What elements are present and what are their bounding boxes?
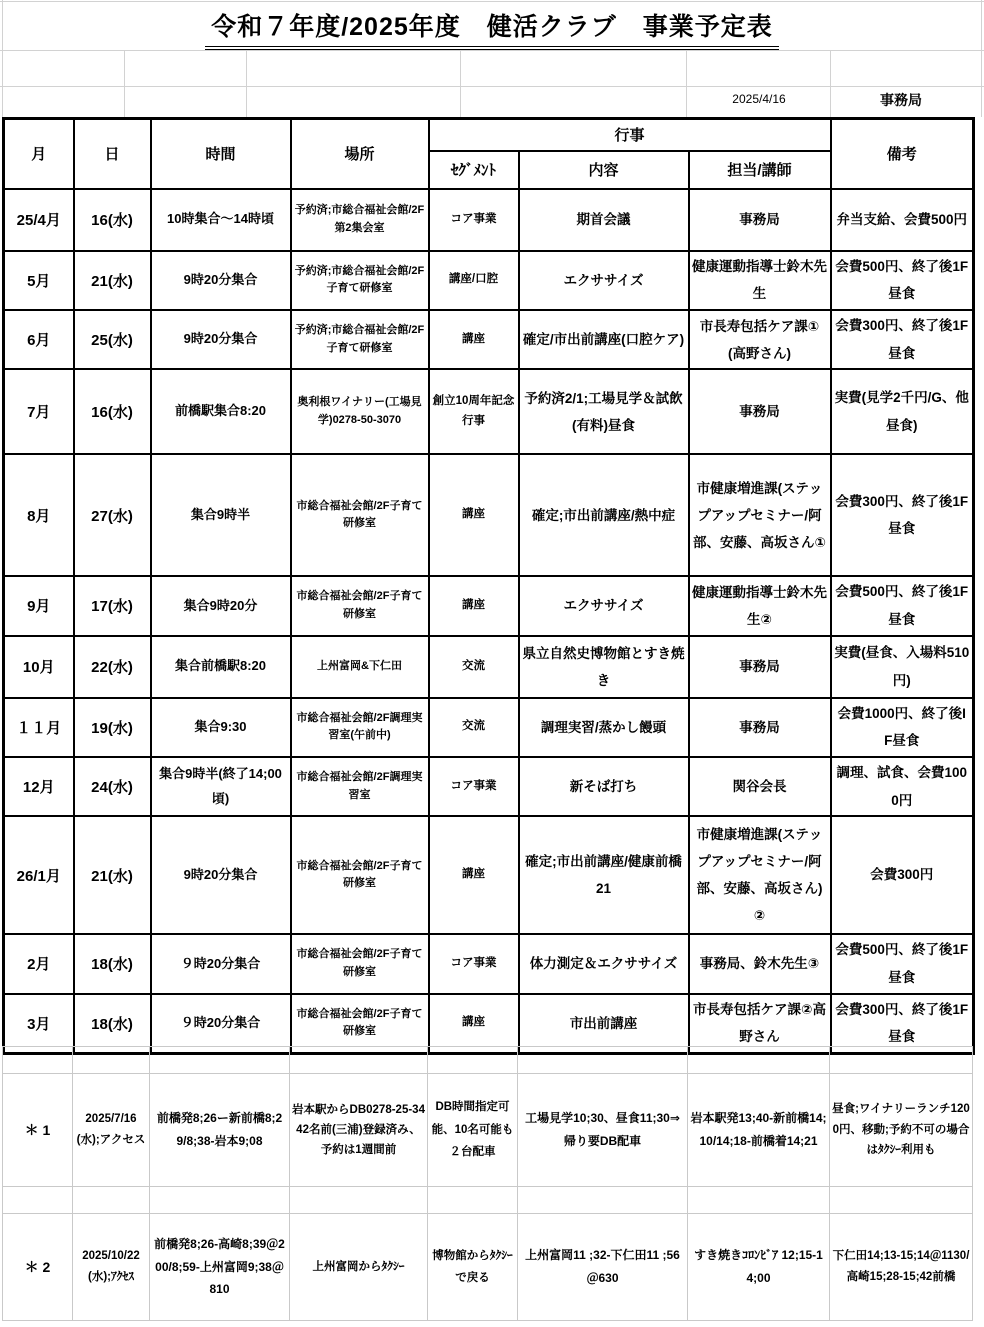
- cell-staff: 事務局: [689, 189, 831, 251]
- schedule-row: [4, 698, 974, 757]
- cell-staff: 事務局: [689, 369, 831, 454]
- cell-content: 市出前講座: [519, 994, 689, 1054]
- spacer-row: [3, 1047, 973, 1074]
- cell-segment: 講座/口腔: [429, 251, 519, 310]
- cell-month: 5月: [4, 251, 74, 310]
- cell-segment: コア事業: [429, 757, 519, 816]
- cell-remarks: 弁当支給、会費500円: [831, 189, 974, 251]
- cell-place: 市総合福祉会館/2F子育て研修室: [291, 994, 429, 1054]
- schedule-row: [4, 310, 974, 369]
- cell-remarks: 会費300円: [831, 816, 974, 934]
- cell-remarks: 会費500円、終了後1F昼食: [831, 251, 974, 310]
- footnote-label: ＊ 1: [3, 1074, 73, 1187]
- cell-segment: 講座: [429, 816, 519, 934]
- cell-staff: 市健康増進課(ステップアップセミナー/阿部、安藤、高坂さん)②: [689, 816, 831, 934]
- schedule-row: [4, 369, 974, 454]
- cell-content: 予約済2/1;工場見学＆試飲(有料)昼食: [519, 369, 689, 454]
- cell-time: 9時20分集合: [151, 310, 291, 369]
- cell-time: ９時20分集合: [151, 994, 291, 1054]
- schedule-row: [4, 934, 974, 993]
- footnote-time: 前橋発8;26-高崎8;39＠200/8;59-上州富岡9;38＠810: [150, 1214, 290, 1321]
- cell-content: 調理実習/蒸かし饅頭: [519, 698, 689, 757]
- schedule-row: [4, 251, 974, 310]
- cell-time: 前橋駅集合8:20: [151, 369, 291, 454]
- cell-remarks: 実費(見学2千円/G、他昼食): [831, 369, 974, 454]
- cell-content: 確定;市出前講座/熱中症: [519, 454, 689, 576]
- cell-day: 21(水): [74, 251, 151, 310]
- cell-time: 集合前橋駅8:20: [151, 636, 291, 698]
- cell-place: 市総合福祉会館/2F子育て研修室: [291, 454, 429, 576]
- schedule-table: [2, 117, 975, 1055]
- cell-time: 9時20分集合: [151, 251, 291, 310]
- schedule-row: [4, 636, 974, 698]
- col-header-day: 日: [74, 119, 151, 189]
- cell-place: 市総合福祉会館/2F子育て研修室: [291, 576, 429, 635]
- schedule-row: [4, 757, 974, 816]
- footnote-place: 岩本駅からDB0278-25-3442名前(三浦)登録済み、予約は1週間前: [290, 1074, 428, 1187]
- schedule-row: [4, 454, 974, 576]
- cell-month: 7月: [4, 369, 74, 454]
- footnote-segment: DB時間指定可能、10名可能も２台配車: [428, 1074, 518, 1187]
- cell-content: エクササイズ: [519, 251, 689, 310]
- cell-staff: 健康運動指導士鈴木先生②: [689, 576, 831, 635]
- col-header-place: 場所: [291, 119, 429, 189]
- footnote-staff: 岩本駅発13;40-新前橋14;10/14;18-前橋着14;21: [688, 1074, 830, 1187]
- col-header-remarks: 備考: [831, 119, 974, 189]
- cell-staff: 市健康増進課(ステップアップセミナー/阿部、安藤、高坂さん①: [689, 454, 831, 576]
- cell-content: エクササイズ: [519, 576, 689, 635]
- footnote-day: 2025/7/16(水);アクセス: [73, 1074, 150, 1187]
- cell-time: 10時集合～14時頃: [151, 189, 291, 251]
- footnote-row: [3, 1214, 973, 1321]
- cell-place: 市総合福祉会館/2F調理実習室: [291, 757, 429, 816]
- cell-month: １１月: [4, 698, 74, 757]
- cell-month: 3月: [4, 994, 74, 1054]
- cell-content: 確定;市出前講座/健康前橋21: [519, 816, 689, 934]
- cell-month: 6月: [4, 310, 74, 369]
- cell-segment: 講座: [429, 576, 519, 635]
- cell-segment: 講座: [429, 454, 519, 576]
- cell-remarks: 会費500円、終了後1F昼食: [831, 576, 974, 635]
- footnote-segment: 博物館からﾀｸｼｰで戻る: [428, 1214, 518, 1321]
- footnote-remarks: 下仁田14;13-15;14＠1130/高崎15;28-15;42前橋: [830, 1214, 973, 1321]
- cell-remarks: 会費300円、終了後1F昼食: [831, 310, 974, 369]
- cell-segment: コア事業: [429, 189, 519, 251]
- cell-month: 12月: [4, 757, 74, 816]
- cell-place: 予約済;市総合福祉会館/2F子育て研修室: [291, 310, 429, 369]
- col-header-staff: 担当/講師: [689, 151, 831, 189]
- cell-place: 予約済;市総合福祉会館/2F第2集会室: [291, 189, 429, 251]
- cell-staff: 事務局、鈴木先生③: [689, 934, 831, 993]
- cell-place: 予約済;市総合福祉会館/2F子育て研修室: [291, 251, 429, 310]
- cell-content: 確定/市出前講座(口腔ケア): [519, 310, 689, 369]
- cell-content: 体力測定＆エクササイズ: [519, 934, 689, 993]
- footnote-content: 上州富岡11 ;32-下仁田11 ;56＠630: [518, 1214, 688, 1321]
- issuer-label: 事務局: [880, 92, 922, 108]
- cell-remarks: 会費300円、終了後1F昼食: [831, 454, 974, 576]
- header-row-1: [4, 119, 974, 151]
- cell-day: 16(水): [74, 189, 151, 251]
- footnote-day: 2025/10/22(水);ｱｸｾｽ: [73, 1214, 150, 1321]
- cell-time: ９時20分集合: [151, 934, 291, 993]
- cell-place: 市総合福祉会館/2F調理実習室(午前中): [291, 698, 429, 757]
- cell-staff: 市長寿包括ケア課②高野さん: [689, 994, 831, 1054]
- schedule-row: [4, 816, 974, 934]
- cell-staff: 市長寿包括ケア課①(高野さん): [689, 310, 831, 369]
- cell-staff: 事務局: [689, 636, 831, 698]
- cell-day: 16(水): [74, 369, 151, 454]
- col-header-month: 月: [4, 119, 74, 189]
- cell-place: 上州富岡&下仁田: [291, 636, 429, 698]
- cell-segment: 交流: [429, 698, 519, 757]
- cell-time: 集合9時半: [151, 454, 291, 576]
- spacer-row: [3, 1187, 973, 1214]
- cell-day: 22(水): [74, 636, 151, 698]
- cell-content: 新そば打ち: [519, 757, 689, 816]
- cell-remarks: 実費(昼食、入場料510円): [831, 636, 974, 698]
- cell-staff: 事務局: [689, 698, 831, 757]
- cell-day: 21(水): [74, 816, 151, 934]
- cell-staff: 健康運動指導士鈴木先生: [689, 251, 831, 310]
- cell-day: 18(水): [74, 994, 151, 1054]
- page-header: [0, 0, 984, 117]
- cell-time: 集合9:30: [151, 698, 291, 757]
- cell-time: 9時20分集合: [151, 816, 291, 934]
- cell-remarks: 調理、試食、会費1000円: [831, 757, 974, 816]
- cell-month: 25/4月: [4, 189, 74, 251]
- footnote-label: ＊ 2: [3, 1214, 73, 1321]
- cell-segment: 講座: [429, 310, 519, 369]
- footnote-staff: すき焼きｺﾛﾝﾋﾞｱ 12;15-14;00: [688, 1214, 830, 1321]
- col-header-event-group: 行事: [429, 119, 831, 151]
- schedule-row: [4, 576, 974, 635]
- schedule-row: [4, 189, 974, 251]
- footnote-row: [3, 1074, 973, 1187]
- cell-segment: 交流: [429, 636, 519, 698]
- cell-month: 9月: [4, 576, 74, 635]
- col-header-content: 内容: [519, 151, 689, 189]
- cell-place: 市総合福祉会館/2F子育て研修室: [291, 816, 429, 934]
- footnote-remarks: 昼食;ワイナリーランチ1200円、移動;予約不可の場合はﾀｸｼｰ利用も: [830, 1074, 973, 1187]
- cell-content: 県立自然史博物館とすき焼き: [519, 636, 689, 698]
- footnote-time: 前橋発8;26ー新前橋8;29/8;38-岩本9;08: [150, 1074, 290, 1187]
- cell-segment: コア事業: [429, 934, 519, 993]
- cell-segment: 講座: [429, 994, 519, 1054]
- cell-place: 奥利根ワイナリー(工場見学)0278-50-3070: [291, 369, 429, 454]
- cell-month: 26/1月: [4, 816, 74, 934]
- footnote-table: [2, 1046, 973, 1321]
- schedule-row: [4, 994, 974, 1054]
- cell-segment: 創立10周年記念行事: [429, 369, 519, 454]
- cell-remarks: 会費1000円、終了後IF昼食: [831, 698, 974, 757]
- col-header-time: 時間: [151, 119, 291, 189]
- cell-day: 25(水): [74, 310, 151, 369]
- cell-day: 18(水): [74, 934, 151, 993]
- col-header-segment: ｾｸﾞﾒﾝﾄ: [429, 151, 519, 189]
- cell-remarks: 会費500円、終了後1F昼食: [831, 934, 974, 993]
- cell-content: 期首会議: [519, 189, 689, 251]
- cell-time: 集合9時20分: [151, 576, 291, 635]
- cell-month: 8月: [4, 454, 74, 576]
- footnote-place: 上州富岡からﾀｸｼｰ: [290, 1214, 428, 1321]
- cell-month: 2月: [4, 934, 74, 993]
- cell-remarks: 会費300円、終了後1F昼食: [831, 994, 974, 1054]
- cell-day: 24(水): [74, 757, 151, 816]
- cell-time: 集合9時半(終了14;00頃): [151, 757, 291, 816]
- cell-place: 市総合福祉会館/2F子育て研修室: [291, 934, 429, 993]
- cell-staff: 関谷会長: [689, 757, 831, 816]
- cell-day: 17(水): [74, 576, 151, 635]
- cell-day: 27(水): [74, 454, 151, 576]
- cell-month: 10月: [4, 636, 74, 698]
- footnote-content: 工場見学10;30、昼食11;30⇒帰り要DB配車: [518, 1074, 688, 1187]
- page-title: 令和７年度/2025年度 健活クラブ 事業予定表: [205, 7, 779, 50]
- cell-day: 19(水): [74, 698, 151, 757]
- issue-date: 2025/4/16: [732, 92, 786, 106]
